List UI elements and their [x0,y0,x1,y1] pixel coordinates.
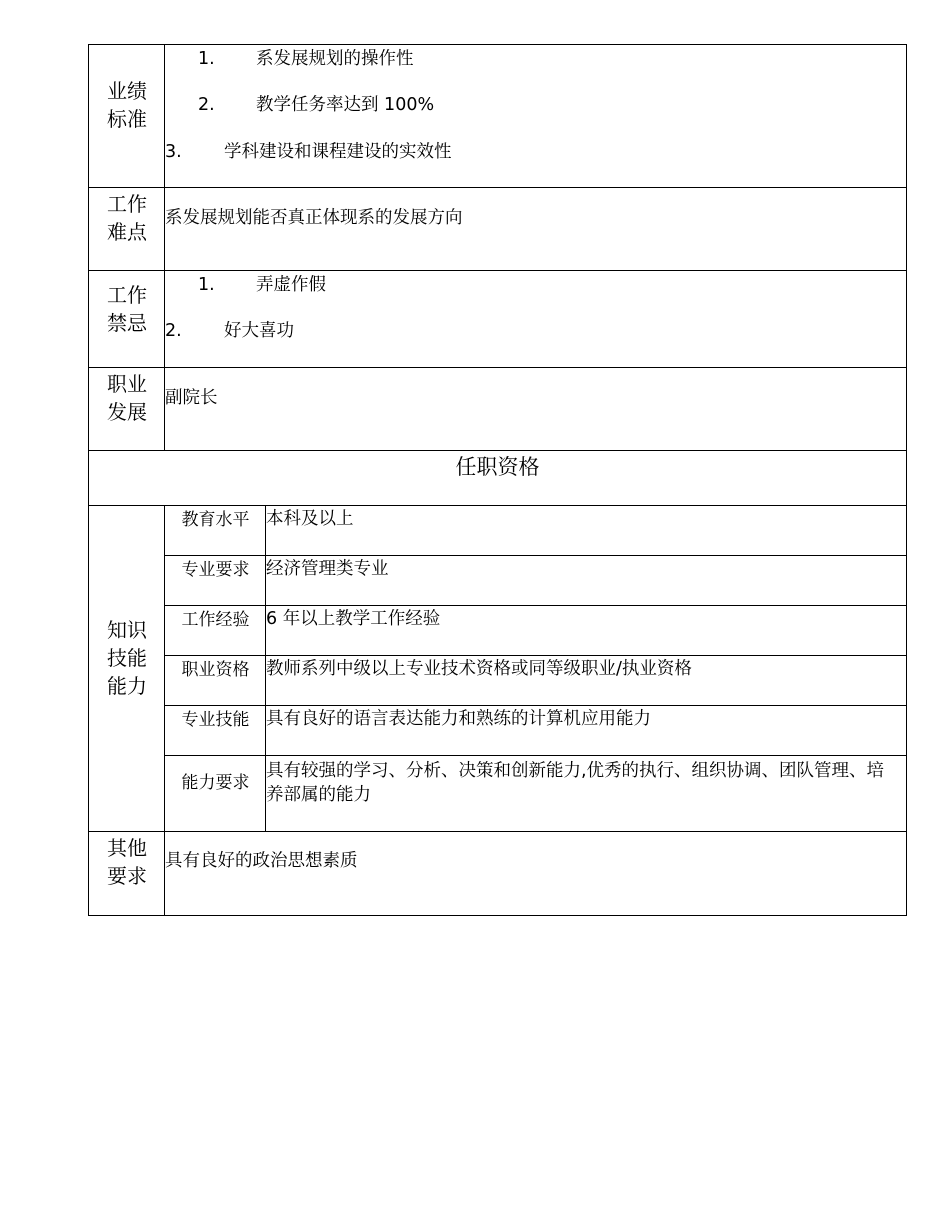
qualification-value: 经济管理类专业 [266,559,389,579]
qualification-label: 职业资格 [181,660,250,680]
taboo-item: 弄虚作假 [256,275,326,295]
qualification-value: 6 年以上教学工作经验 [266,609,441,629]
list-number: 2. [165,321,182,341]
row-divider [165,755,906,756]
performance-standard-label: 业绩 标准 [107,79,147,131]
qualification-label: 工作经验 [181,610,250,630]
list-number: 3. [165,142,182,162]
row-divider [89,831,906,832]
list-number: 1. [198,275,215,295]
row-divider [165,605,906,606]
qualification-value: 具有良好的语言表达能力和熟练的计算机应用能力 [266,709,651,729]
other-requirements-label: 其他 要求 [107,836,147,888]
performance-item: 系发展规划的操作性 [256,49,414,69]
list-number: 1. [198,49,215,69]
qualification-value: 本科及以上 [266,509,354,529]
row-divider [89,270,906,271]
qualification-label: 专业技能 [181,710,250,730]
taboo-item: 好大喜功 [224,321,294,341]
qualification-header: 任职资格 [455,455,540,479]
performance-item: 学科建设和课程建设的实效性 [224,142,452,162]
row-divider [165,705,906,706]
row-divider [89,505,906,506]
career-development-text: 副院长 [165,388,218,408]
work-taboo-label: 工作 禁忌 [107,283,147,335]
qualification-value: 教师系列中级以上专业技术资格或同等级职业/执业资格 [266,659,692,679]
career-development-label: 职业 发展 [107,372,147,424]
row-divider [165,555,906,556]
row-divider [89,450,906,451]
qualification-value: 具有较强的学习、分析、决策和创新能力,优秀的执行、组织协调、团队管理、培养部属的能力 [266,761,885,805]
row-divider [89,367,906,368]
knowledge-skills-label: 知识 技能 能力 [107,618,147,698]
performance-item: 教学任务率达到 100% [256,95,435,115]
row-divider [89,187,906,188]
qualification-label: 教育水平 [181,510,250,530]
work-difficulty-text: 系发展规划能否真正体现系的发展方向 [165,208,463,228]
other-requirements-text: 具有良好的政治思想素质 [165,851,358,871]
list-number: 2. [198,95,215,115]
job-description-table [88,44,907,916]
qualification-label: 专业要求 [181,560,250,580]
row-divider [165,655,906,656]
work-difficulty-label: 工作 难点 [107,192,147,244]
qualification-label: 能力要求 [181,773,250,793]
